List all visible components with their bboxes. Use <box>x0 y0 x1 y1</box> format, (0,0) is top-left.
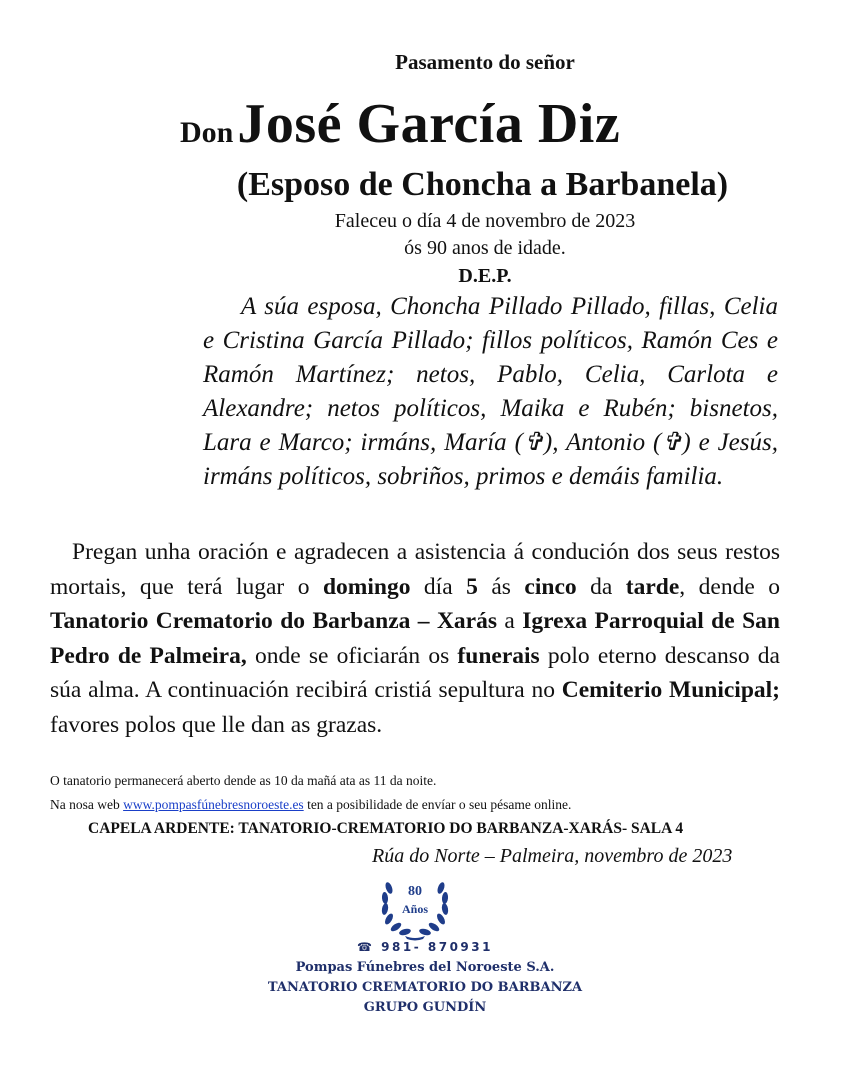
family-text-3: ) e Jesús, irmáns políticos, sobriños, primos e demáis familia. <box>203 429 778 490</box>
honorific: Don <box>180 116 234 149</box>
age-text: ós 90 anos de idade. <box>404 237 566 259</box>
ceremony-day: domingo <box>322 573 411 600</box>
death-date: Faleceu o día 4 de novembro de 2023 <box>334 210 636 232</box>
logo-number: 80 <box>408 884 422 899</box>
ceremony-origin: Tanatorio Crematorio do Barbanza – Xarás <box>50 608 498 634</box>
spouse-note: (Esposo de Choncha a Barbanela) <box>236 166 729 203</box>
opening-hours-note: O tanatorio permanecerá aberto dende as 10 da mañá ata as 11 da noite. <box>50 773 437 788</box>
website-link[interactable]: www.pompasfúnebresnoroeste.es <box>123 797 304 812</box>
cross-icon: ✞ <box>522 429 544 456</box>
phone-line <box>0 940 850 954</box>
ceremony-hour: cinco <box>524 573 577 600</box>
ceremony-text: onde se oficiarán os <box>246 642 458 669</box>
web-note-prefix: Na nosa web <box>50 797 124 812</box>
deceased-name-line <box>180 92 620 156</box>
family-text-1: A súa esposa, Choncha Pillado Pillado, fillas, Celia e Cristina García Pillado; fillos políticos, Ramón Ces e Ramón Martínez; netos, Pablo, Celia, Carlota e Alexandre; netos políticos, Maika e Rubén; bisnetos, Lara e Marco; irmáns, María ( <box>203 293 778 456</box>
ceremony-cemetery: Cemiterio Municipal; <box>561 677 780 703</box>
ceremony-time-of-day: tarde <box>625 573 680 600</box>
ceremony-text: ás <box>477 573 525 600</box>
telephone-icon: ☎ <box>357 940 375 954</box>
rip-text: D.E.P. <box>458 265 512 287</box>
ceremony-text: da <box>576 573 626 600</box>
ceremony-funerals: funerais <box>457 642 540 669</box>
ceremony-date: 5 <box>466 573 478 600</box>
place-date: Rúa do Norte – Palmeira, novembro de 2023 <box>372 845 733 867</box>
chapel-info: CAPELA ARDENTE: TANATORIO-CREMATORIO DO BARBANZA-XARÁS- SALA 4 <box>88 820 684 837</box>
ceremony-text: Pregan unha oración e agradecen a asistencia á condución dos seus restos mortais, que terá lugar o <box>50 539 780 600</box>
web-note <box>50 797 571 813</box>
tanatorio-name: TANATORIO CREMATORIO DO BARBANZA <box>267 980 583 995</box>
deceased-name: José García Diz <box>237 93 621 155</box>
web-note-suffix: ten a posibilidade de envíar o seu pésame online. <box>303 797 572 812</box>
ceremony-text: , dende o <box>679 573 780 600</box>
ceremony-text: polo eterno descanso da súa alma. A continuación recibirá cristiá sepultura no <box>50 642 780 703</box>
ceremony-text: favores polos que lle dan as grazas. <box>50 711 383 738</box>
logo-label: Años <box>401 902 428 916</box>
family-text-2: ), Antonio ( <box>543 429 662 456</box>
announcement: Pasamento do señor <box>395 50 575 74</box>
ceremony-text: día <box>410 573 467 600</box>
company-name: Pompas Fúnebres del Noroeste S.A. <box>295 960 555 975</box>
cross-icon: ✞ <box>661 429 683 456</box>
group-name: GRUPO GUNDÍN <box>363 1000 487 1015</box>
ceremony-text: a <box>497 608 523 634</box>
ceremony-church: Igrexa Parroquial de San Pedro de Palmeira, <box>50 608 780 669</box>
family-paragraph <box>203 290 778 494</box>
ceremony-paragraph <box>50 535 780 742</box>
phone-number: 981- 870931 <box>381 940 493 954</box>
